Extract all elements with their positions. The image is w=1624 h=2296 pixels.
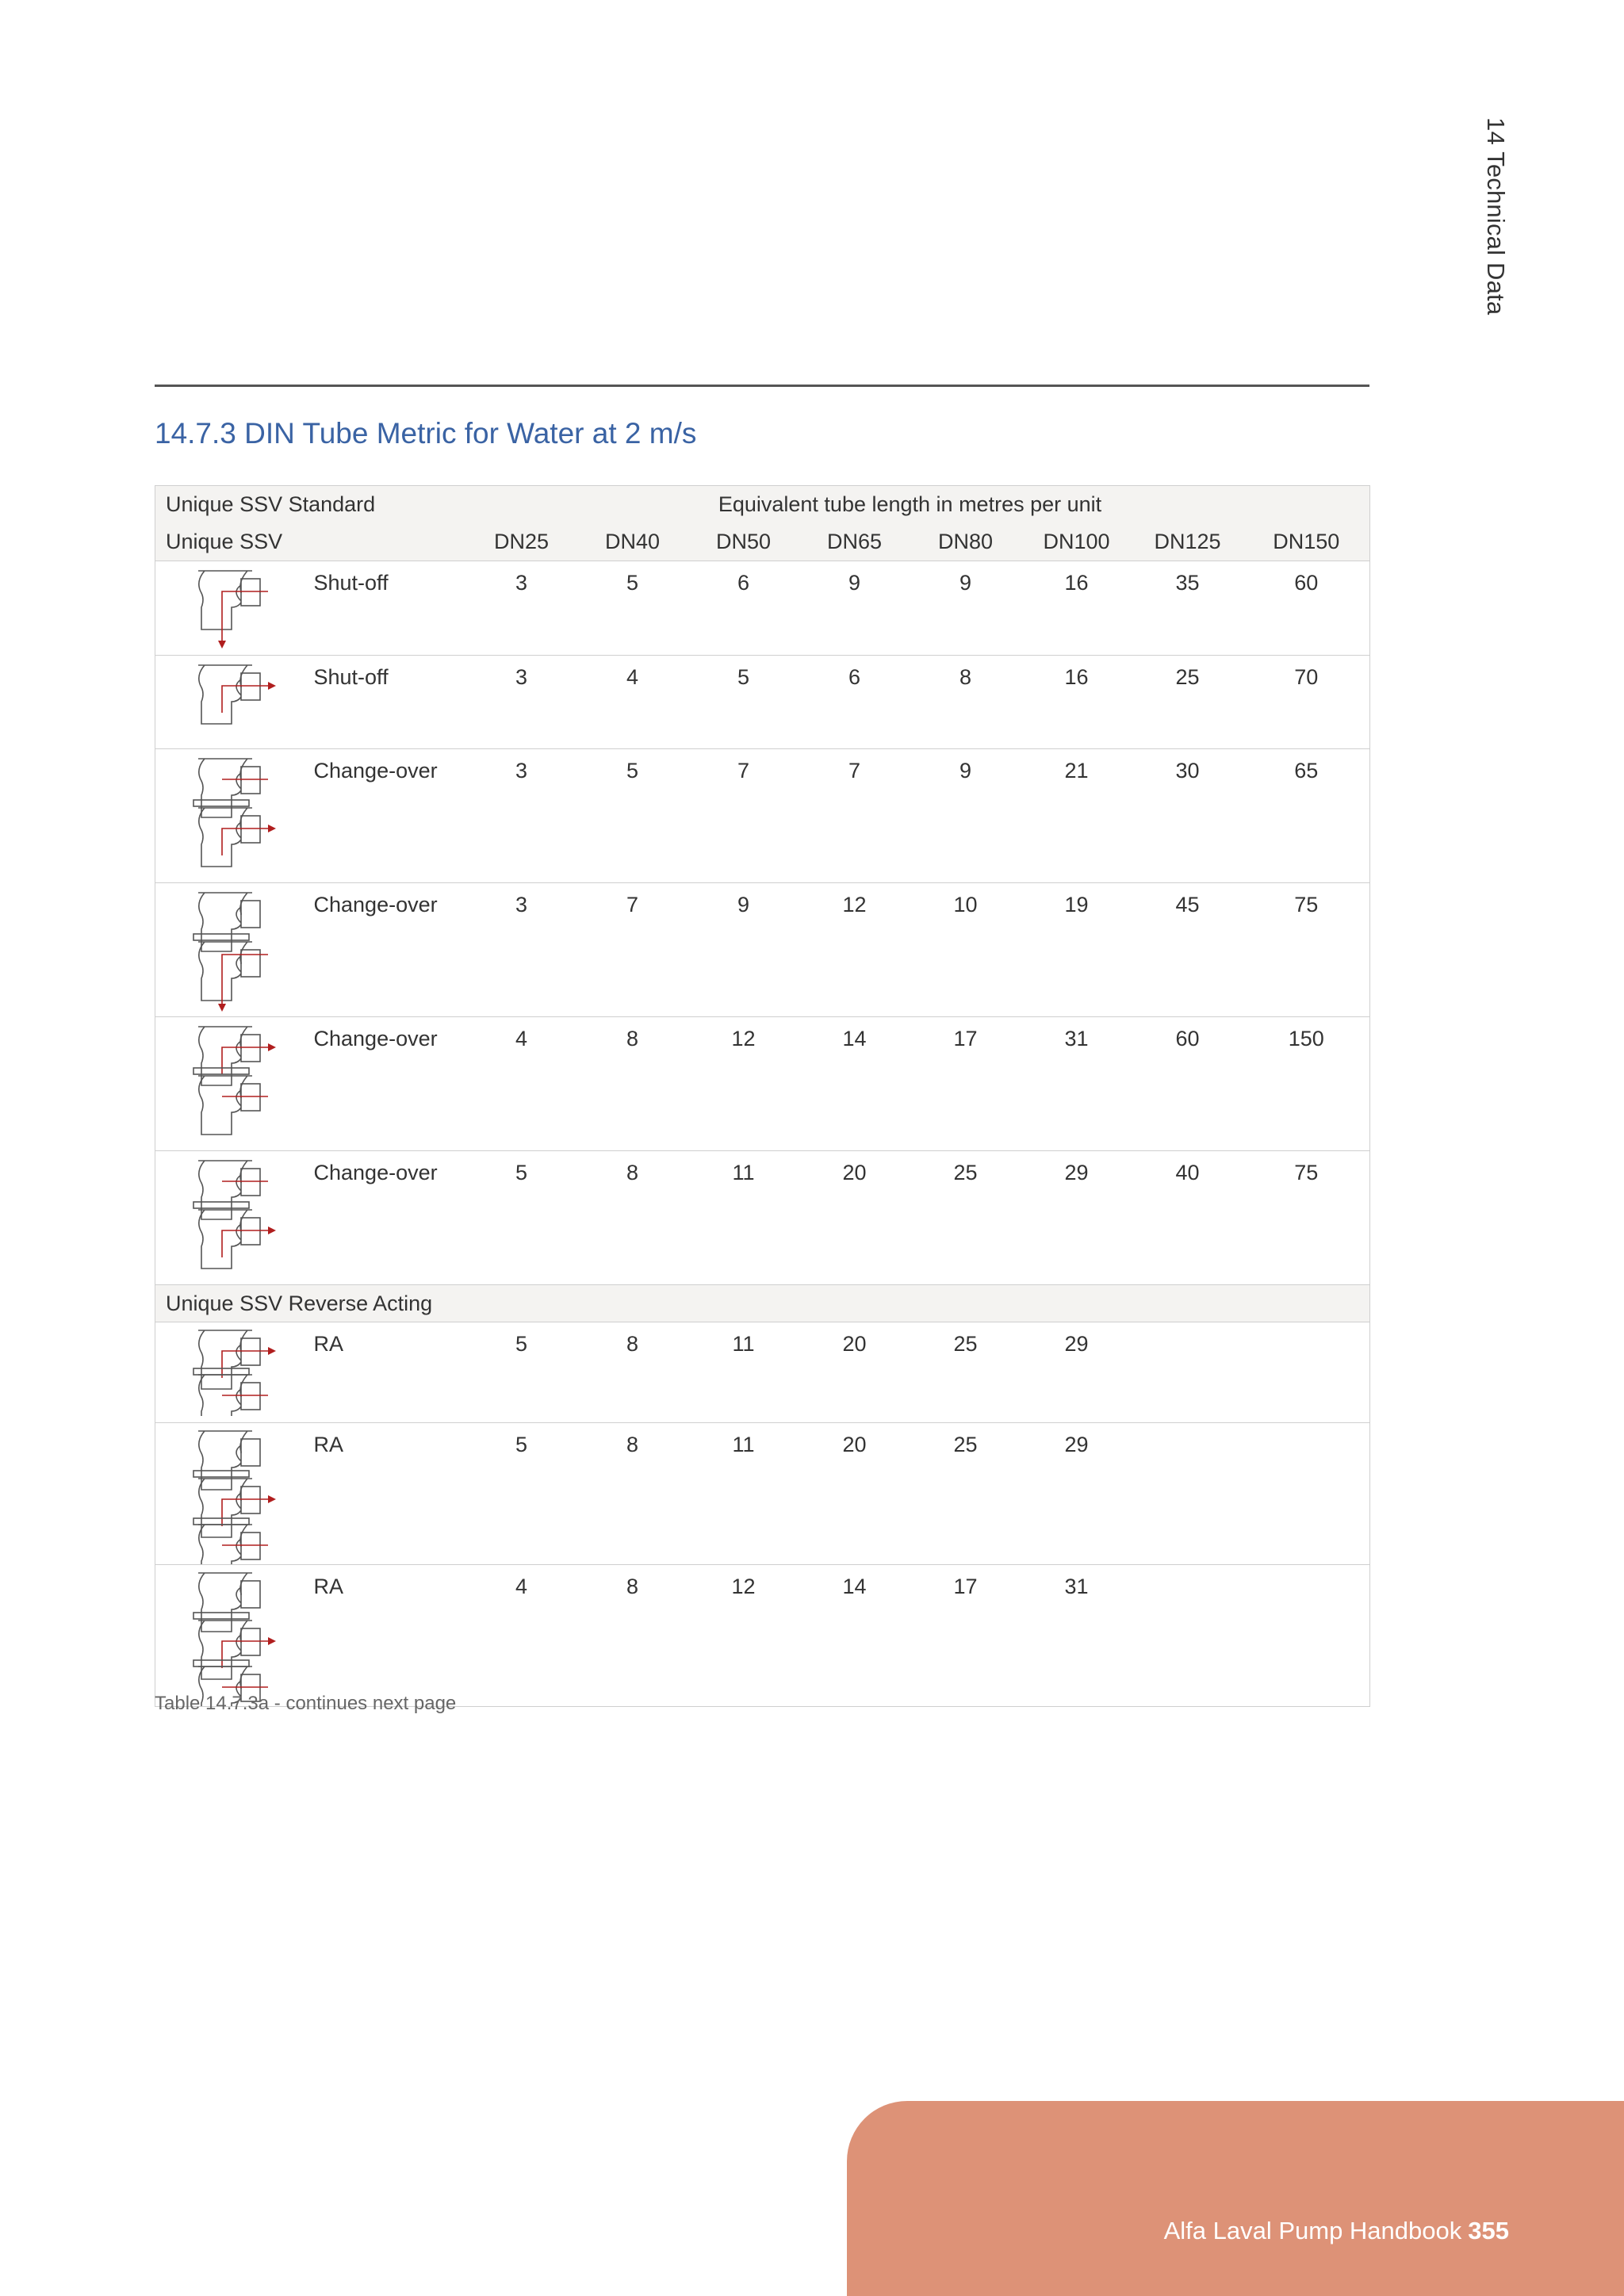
table-row — [155, 1017, 1370, 1151]
table-row — [155, 1565, 1370, 1707]
cell-value: 65 — [1243, 749, 1370, 883]
valve-ra-double-icon — [155, 1322, 314, 1423]
cell-value: 3 — [466, 656, 577, 749]
valve-single-right-icon — [155, 656, 314, 749]
header-row-2 — [155, 522, 1370, 561]
cell-value — [1243, 1565, 1370, 1707]
top-rule — [155, 385, 1369, 387]
cell-value: 12 — [688, 1017, 799, 1151]
cell-value: 8 — [910, 656, 1021, 749]
table-row — [155, 1423, 1370, 1565]
cell-value: 4 — [466, 1565, 577, 1707]
cell-value: 20 — [799, 1151, 910, 1285]
cell-value: 150 — [1243, 1017, 1370, 1151]
cell-value: 3 — [466, 883, 577, 1017]
cell-value — [1243, 1322, 1370, 1423]
cell-value: 19 — [1021, 883, 1132, 1017]
col-header-dn50: DN50 — [688, 522, 799, 561]
valve-double-upper-right-icon — [155, 1017, 314, 1151]
cell-value: 4 — [466, 1017, 577, 1151]
table-row — [155, 561, 1370, 656]
cell-value: 7 — [577, 883, 688, 1017]
col-header-dn150: DN150 — [1243, 522, 1370, 561]
cell-value: 14 — [799, 1017, 910, 1151]
row-name: RA — [314, 1423, 466, 1565]
cell-value: 40 — [1132, 1151, 1243, 1285]
cell-value: 5 — [577, 749, 688, 883]
cell-value: 16 — [1021, 561, 1132, 656]
col-header-dn125: DN125 — [1132, 522, 1243, 561]
valve-single-down-icon — [155, 561, 314, 656]
cell-value — [1132, 1322, 1243, 1423]
cell-value: 8 — [577, 1017, 688, 1151]
span-header: Equivalent tube length in metres per unit — [688, 486, 1132, 523]
cell-value: 20 — [799, 1322, 910, 1423]
cell-value: 11 — [688, 1322, 799, 1423]
cell-value: 70 — [1243, 656, 1370, 749]
cell-value: 25 — [910, 1322, 1021, 1423]
cell-value: 6 — [688, 561, 799, 656]
col-header-dn25: DN25 — [466, 522, 577, 561]
chapter-side-tab: 14 Technical Data — [1482, 117, 1510, 316]
group-label-reverse-acting: Unique SSV Reverse Acting — [155, 1285, 1370, 1322]
cell-value: 30 — [1132, 749, 1243, 883]
cell-value: 12 — [799, 883, 910, 1017]
row-name: Change-over — [314, 883, 466, 1017]
cell-value: 75 — [1243, 1151, 1370, 1285]
cell-value: 17 — [910, 1565, 1021, 1707]
col-header-dn65: DN65 — [799, 522, 910, 561]
row-name: RA — [314, 1565, 466, 1707]
cell-value: 9 — [688, 883, 799, 1017]
cell-value: 8 — [577, 1423, 688, 1565]
cell-value: 60 — [1132, 1017, 1243, 1151]
cell-value — [1243, 1423, 1370, 1565]
cell-value: 4 — [577, 656, 688, 749]
cell-value: 29 — [1021, 1151, 1132, 1285]
valve-double-lower-right-icon — [155, 749, 314, 883]
cell-value: 35 — [1132, 561, 1243, 656]
row-name: Change-over — [314, 1151, 466, 1285]
footer-title: Alfa Laval Pump Handbook — [1163, 2217, 1462, 2244]
section-row-reverse-acting — [155, 1285, 1370, 1322]
cell-value: 29 — [1021, 1322, 1132, 1423]
equivalent-length-table — [155, 485, 1370, 1707]
cell-value: 7 — [688, 749, 799, 883]
col-header-dn80: DN80 — [910, 522, 1021, 561]
cell-value: 14 — [799, 1565, 910, 1707]
cell-value: 5 — [688, 656, 799, 749]
cell-value: 31 — [1021, 1017, 1132, 1151]
section-heading: 14.7.3 DIN Tube Metric for Water at 2 m/s — [155, 417, 697, 450]
table-row — [155, 883, 1370, 1017]
cell-value: 3 — [466, 561, 577, 656]
cell-value: 5 — [466, 1423, 577, 1565]
col-header-unique-ssv: Unique SSV — [155, 522, 466, 561]
table-row — [155, 749, 1370, 883]
cell-value: 8 — [577, 1565, 688, 1707]
cell-value: 7 — [799, 749, 910, 883]
cell-value: 12 — [688, 1565, 799, 1707]
cell-value: 16 — [1021, 656, 1132, 749]
cell-value: 17 — [910, 1017, 1021, 1151]
cell-value — [1132, 1423, 1243, 1565]
footer — [1164, 2217, 1509, 2245]
cell-value: 5 — [577, 561, 688, 656]
footer-block — [847, 2101, 1624, 2296]
cell-value: 8 — [577, 1151, 688, 1285]
cell-value: 6 — [799, 656, 910, 749]
cell-value: 25 — [1132, 656, 1243, 749]
cell-value: 5 — [466, 1322, 577, 1423]
cell-value: 29 — [1021, 1423, 1132, 1565]
row-name: Shut-off — [314, 656, 466, 749]
cell-value: 20 — [799, 1423, 910, 1565]
row-name: RA — [314, 1322, 466, 1423]
cell-value: 3 — [466, 749, 577, 883]
page-number: 355 — [1468, 2217, 1509, 2244]
valve-double-lower-right-icon — [155, 1151, 314, 1285]
valve-ra-triple-icon — [155, 1565, 314, 1707]
valve-ra-triple-icon — [155, 1423, 314, 1565]
valve-double-lower-down-icon — [155, 883, 314, 1017]
cell-value: 75 — [1243, 883, 1370, 1017]
cell-value: 11 — [688, 1151, 799, 1285]
cell-value: 9 — [910, 561, 1021, 656]
cell-value — [1132, 1565, 1243, 1707]
cell-value: 31 — [1021, 1565, 1132, 1707]
cell-value: 25 — [910, 1151, 1021, 1285]
cell-value: 45 — [1132, 883, 1243, 1017]
table-row — [155, 1322, 1370, 1423]
cell-value: 11 — [688, 1423, 799, 1565]
col-header-dn40: DN40 — [577, 522, 688, 561]
cell-value: 10 — [910, 883, 1021, 1017]
header-row-1 — [155, 486, 1370, 523]
table-row — [155, 656, 1370, 749]
row-name: Shut-off — [314, 561, 466, 656]
row-name: Change-over — [314, 749, 466, 883]
cell-value: 5 — [466, 1151, 577, 1285]
cell-value: 25 — [910, 1423, 1021, 1565]
cell-value: 60 — [1243, 561, 1370, 656]
cell-value: 9 — [910, 749, 1021, 883]
col-header-dn100: DN100 — [1021, 522, 1132, 561]
table-row — [155, 1151, 1370, 1285]
cell-value: 21 — [1021, 749, 1132, 883]
group-label-standard: Unique SSV Standard — [155, 486, 688, 523]
table-caption: Table 14.7.3a - continues next page — [155, 1693, 457, 1714]
cell-value: 8 — [577, 1322, 688, 1423]
cell-value: 9 — [799, 561, 910, 656]
row-name: Change-over — [314, 1017, 466, 1151]
